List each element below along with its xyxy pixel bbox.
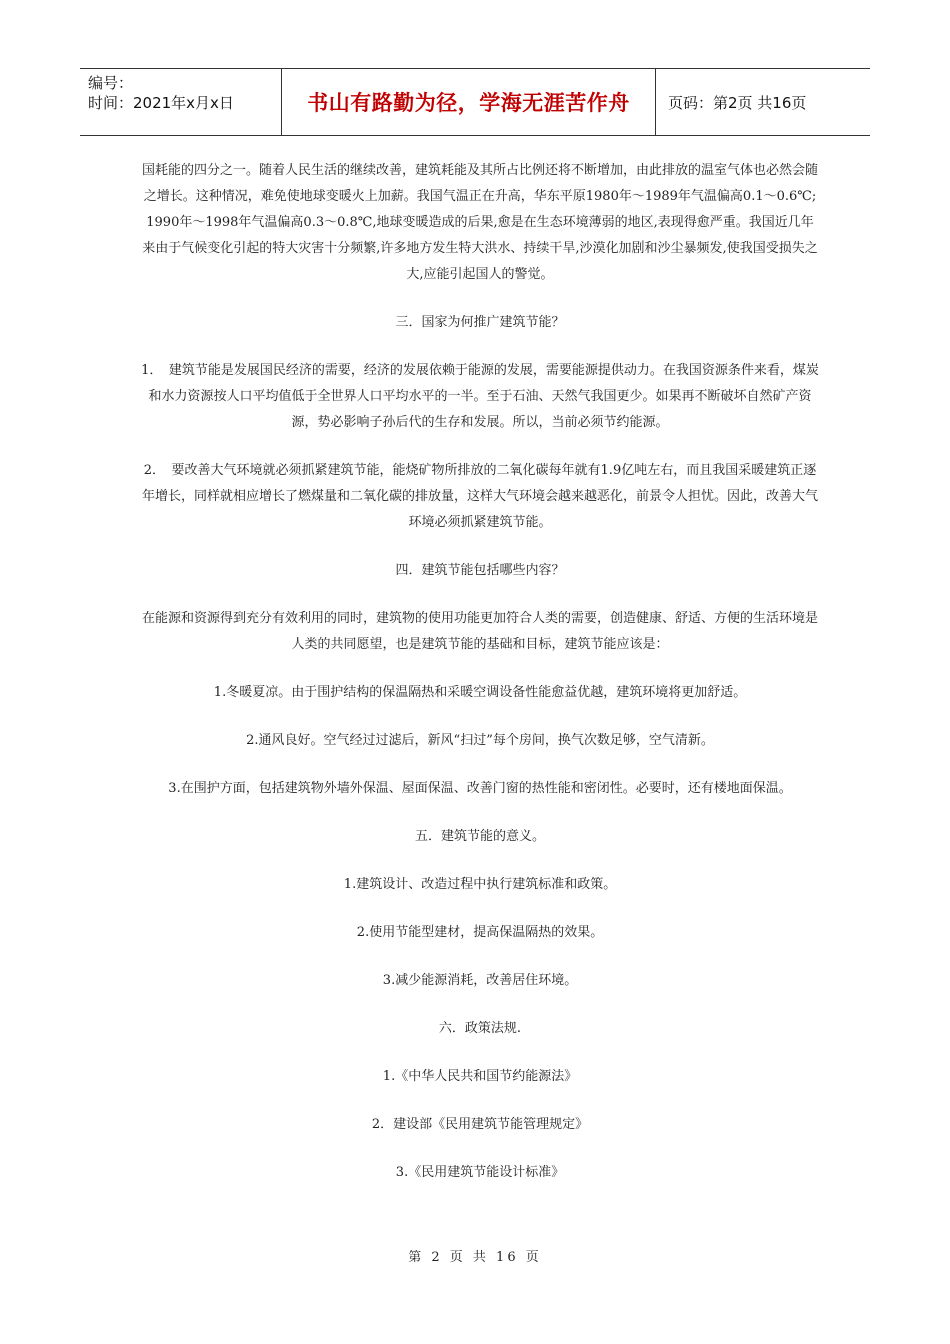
section-4-item-2: 2.通风良好。空气经过过滤后，新风“扫过”每个房间，换气次数足够，空气清新。 (246, 733, 714, 748)
section-5-item-1: 1.建筑设计、改造过程中执行建筑标准和政策。 (343, 877, 617, 892)
section-6-item-1: 1.《中华人民共和国节约能源法》 (382, 1069, 578, 1084)
section-5-item-3: 3.减少能源消耗，改善居住环境。 (382, 973, 578, 988)
document-body (140, 158, 820, 1186)
section-6-item-2: 2．建设部《民用建筑节能管理规定》 (371, 1117, 589, 1132)
section-4-title: 四．建筑节能包括哪些内容？ (395, 563, 565, 578)
page-header (80, 68, 870, 136)
section-6-title: 六．政策法规. (438, 1021, 522, 1036)
section-3-title: 三．国家为何推广建筑节能？ (395, 315, 565, 330)
section-5-item-2: 2.使用节能型建材，提高保温隔热的效果。 (356, 925, 604, 940)
document-number-label: 编号： (88, 74, 134, 92)
header-page-label: 页码：第2页 共16页 (668, 93, 807, 112)
section-4-item-3: 3.在围护方面，包括建筑物外墙外保温、屋面保温、改善门窗的热性能和密闭性。必要时，还有楼地面保温。 (168, 781, 792, 796)
section-4-item-1: 1.冬暖夏凉。由于围护结构的保温隔热和采暖空调设备性能愈益优越，建筑环境将更加舒适。 (213, 685, 747, 700)
section-5-title: 五．建筑节能的意义。 (414, 829, 545, 844)
section-4-intro: 在能源和资源得到充分有效利用的同时，建筑物的使用功能更加符合人类的需要，创造健康、舒适、方便的生活环境是人类的共同愿望，也是建筑节能的基础和目标，建筑节能应该是： (141, 611, 818, 652)
header-motto: 书山有路勤为径，学海无涯苦作舟 (282, 69, 656, 135)
document-date-label: 时间：2021年x月x日 (88, 94, 234, 112)
intro-paragraph: 国耗能的四分之一。随着人民生活的继续改善，建筑耗能及其所占比例还将不断增加，由此排放的温室气体也必然会随之增长。这种情况，难免使地球变暖火上加薪。我国气温正在升高，华东平原1980年～1989年气温偏高0.1～0.6℃;1990年～1998年气温偏高0.3～0.8℃,地球变暖造成的后果,愈是在生态环境薄弱的地区,表现得愈严重。我国近几年来由于气候变化引起的特大灾害十分频繁,许多地方发生特大洪水、持续干旱,沙漠化加剧和沙尘暴频发,使我国受损失之大,应能引起国人的警觉。 (141, 163, 818, 282)
section-6-item-3: 3.《民用建筑节能设计标准》 (395, 1165, 565, 1180)
page-footer: 第 2 页 共 16 页 (408, 1250, 542, 1265)
header-meta (80, 69, 282, 135)
section-3-paragraph-1: 1． 建筑节能是发展国民经济的需要，经济的发展依赖于能源的发展，需要能源提供动力。在我国资源条件来看，煤炭和水力资源按人口平均值低于全世界人口平均水平的一半。至于石油、天然气我国更少。如果再不断破坏自然矿产资源，势必影响子孙后代的生存和发展。所以，当前必须节约能源。 (141, 363, 819, 430)
section-3-paragraph-2: 2． 要改善大气环境就必须抓紧建筑节能，能烧矿物所排放的二氧化碳每年就有1.9亿吨左右，而且我国采暖建筑正逐年增长，同样就相应增长了燃煤量和二氧化碳的排放量，这样大气环境会越来越恶化，前景令人担忧。因此，改善大气环境必须抓紧建筑节能。 (141, 463, 818, 530)
